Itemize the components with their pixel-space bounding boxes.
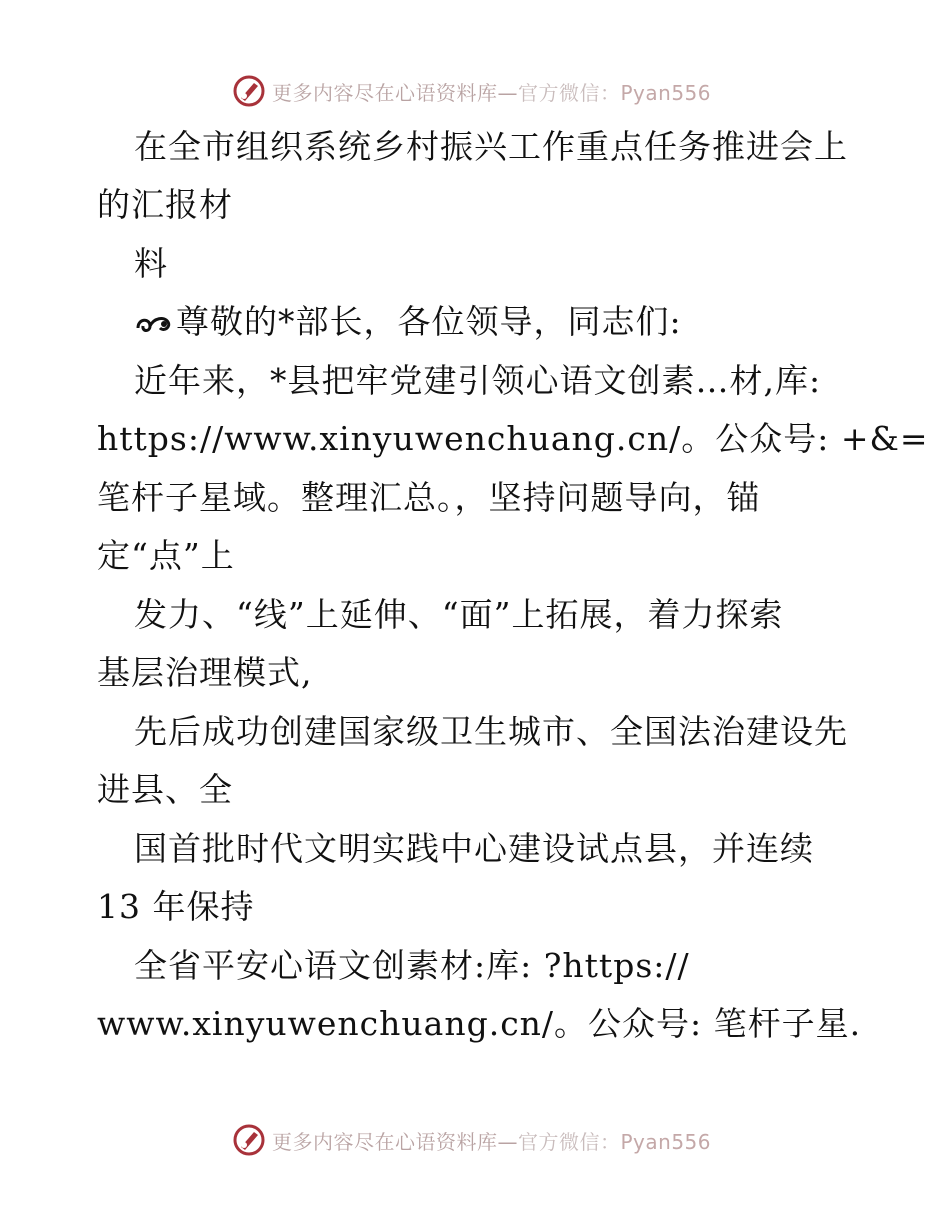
header-watermark — [0, 71, 950, 111]
doc-title-line-2: 的汇报材 — [97, 185, 233, 224]
pen-seal-logo-icon — [232, 1123, 266, 1157]
doc-title-line-3: 料 — [134, 244, 168, 283]
watermark-text: 更多内容尽在心语资料库—官方微信：Pyan556 — [272, 80, 712, 105]
footer-watermark — [0, 1120, 950, 1160]
body-line-4: 定“点”上 — [97, 536, 235, 575]
watermark-text: 更多内容尽在心语资料库—官方微信：Pyan556 — [272, 1129, 712, 1154]
body-line-10: 13 年保持 — [97, 887, 255, 926]
body-line-5: 发力、“线”上延伸、“面”上拓展，着力探索 — [134, 595, 784, 634]
body-line-3: 笔杆子星域。整理汇总。，坚持问题导向，锚 — [97, 478, 761, 517]
body-line-1: 近年来，*县把牢党建引领心语文创素…材,库: — [134, 361, 822, 400]
body-line-8: 进县、全 — [97, 770, 233, 809]
salutation-text: 尊敬的*部长，各位领导，同志们: — [176, 302, 682, 341]
body-line-6: 基层治理模式, — [97, 653, 313, 692]
salutation-line — [134, 302, 682, 342]
body-line-12: www.xinyuwenchuang.cn/。公众号: 笔杆子星. — [97, 1004, 862, 1043]
body-line-11: 全省平安心语文创素材:库: ?https:// — [134, 946, 690, 985]
swirl-icon — [134, 310, 174, 338]
body-line-7: 先后成功创建国家级卫生城市、全国法治建设先 — [134, 712, 848, 751]
pen-seal-logo-icon — [232, 74, 266, 108]
body-line-9: 国首批时代文明实践中心建设试点县，并连续 — [134, 829, 814, 868]
body-line-2: https://www.xinyuwenchuang.cn/。公众号: +&= — [97, 419, 929, 458]
doc-title-line-1: 在全市组织系统乡村振兴工作重点任务推进会上 — [134, 127, 848, 166]
